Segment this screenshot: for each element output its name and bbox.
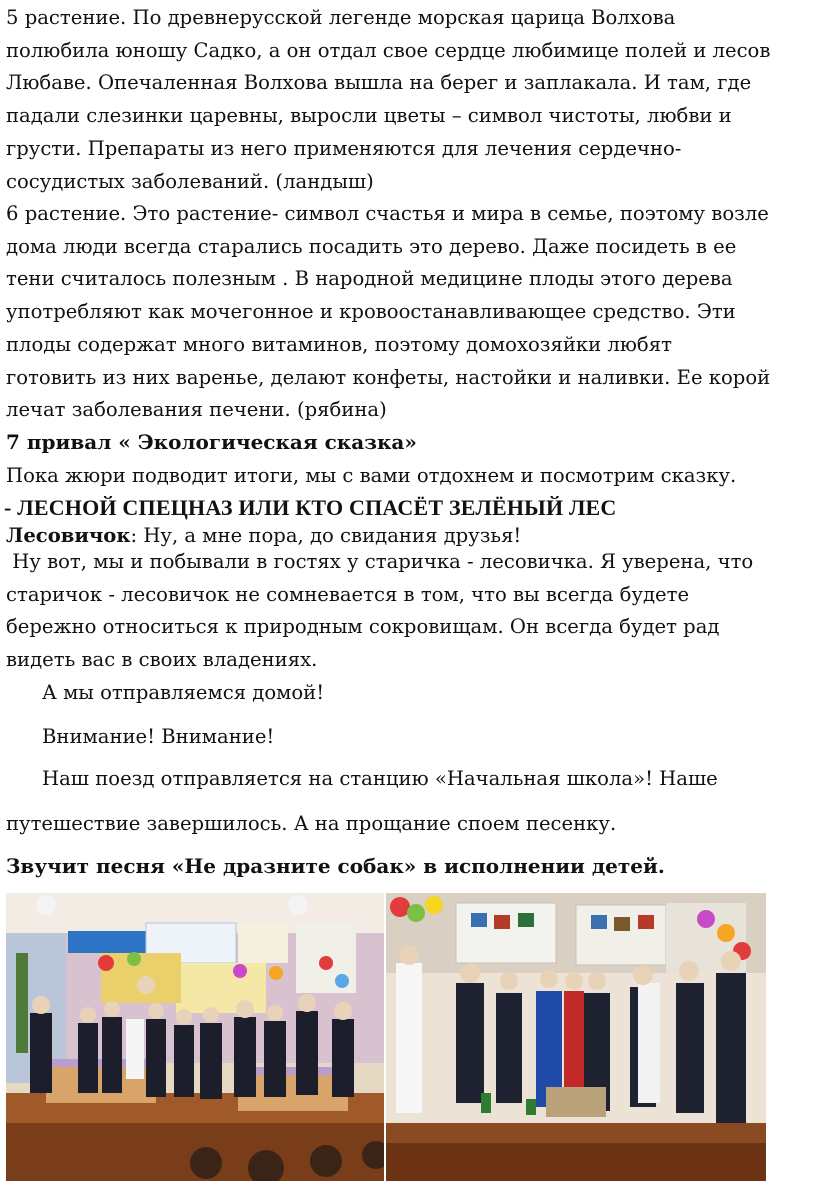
paragraph-visit: [6, 546, 814, 677]
text-line: грусти. Препараты из него применяются для лечения сердечно-: [6, 136, 682, 160]
text-line: 6 растение. Это растение- символ счастья и мира в семье, поэтому возле: [6, 202, 769, 225]
text-line: видеть вас в своих владениях.: [6, 648, 318, 672]
fairy-tale-title: - ЛЕСНОЙ СПЕЦНАЗ ИЛИ КТО СПАСЁТ ЗЕЛЁНЫЙ ЛЕС: [4, 495, 617, 520]
text-line: сосудистых заболеваний. (ландыш): [6, 169, 374, 193]
paragraph-plant-5: [6, 2, 814, 198]
section-heading-privalka: 7 привал « Экологическая сказка»: [6, 430, 417, 454]
text-line: бережно относиться к природным сокровищам. Он всегда будет рад: [6, 615, 720, 639]
text-line: лечат заболевания печени. (рябина): [6, 398, 387, 422]
jury-line: Пока жюри подводит итоги, мы с вами отдохнем и посмотрим сказку.: [6, 464, 737, 487]
text-line: Любаве. Опечаленная Волхова вышла на берег и заплакала. И там, где: [6, 71, 752, 95]
text-line: тени считалось полезным . В народной медицине плоды этого дерева: [6, 267, 733, 291]
text-line: готовить из них варенье, делают конфеты, настойки и наливки. Ее корой: [6, 365, 771, 389]
line-train: Наш поезд отправляется на станцию «Начальная школа»! Наше: [42, 767, 718, 790]
text-line: Ну вот, мы и побывали в гостях у старичка - лесовичка. Я уверена, что: [6, 550, 754, 573]
speaker-speech: : Ну, а мне пора, до свидания друзья!: [130, 524, 522, 547]
paragraph-plant-6: [6, 198, 814, 427]
line-journey: путешествие завершилось. А на прощание споем песенку.: [6, 812, 617, 835]
play-photo-right: [386, 893, 766, 1181]
text-line: полюбила юношу Садко, а он отдал свое сердце любимице полей и лесов: [6, 38, 771, 62]
text-line: употребляют как мочегонное и кровоостанавливающее средство. Эти: [6, 300, 736, 324]
song-heading: Звучит песня «Не дразните собак» в исполнении детей.: [6, 854, 665, 878]
text-line: 5 растение. По древнерусской легенде морская царица Волхова: [6, 6, 676, 29]
text-line: падали слезинки царевны, выросли цветы – символ чистоты, любви и: [6, 104, 732, 128]
classroom-photo-left-image: [6, 893, 384, 1181]
text-line: дома люди всегда старались посадить это дерево. Даже посидеть в ее: [6, 234, 737, 258]
speaker-name: Лесовичок: [6, 524, 131, 547]
play-photo-right-image: [386, 893, 766, 1181]
text-line: старичок - лесовичок не сомневается в том, что вы всегда будете: [6, 582, 690, 606]
classroom-photo-left: [6, 893, 384, 1181]
line-attention: Внимание! Внимание!: [42, 725, 275, 748]
line-home: А мы отправляемся домой!: [42, 681, 325, 704]
text-line: плоды содержат много витаминов, поэтому домохозяйки любят: [6, 332, 672, 356]
